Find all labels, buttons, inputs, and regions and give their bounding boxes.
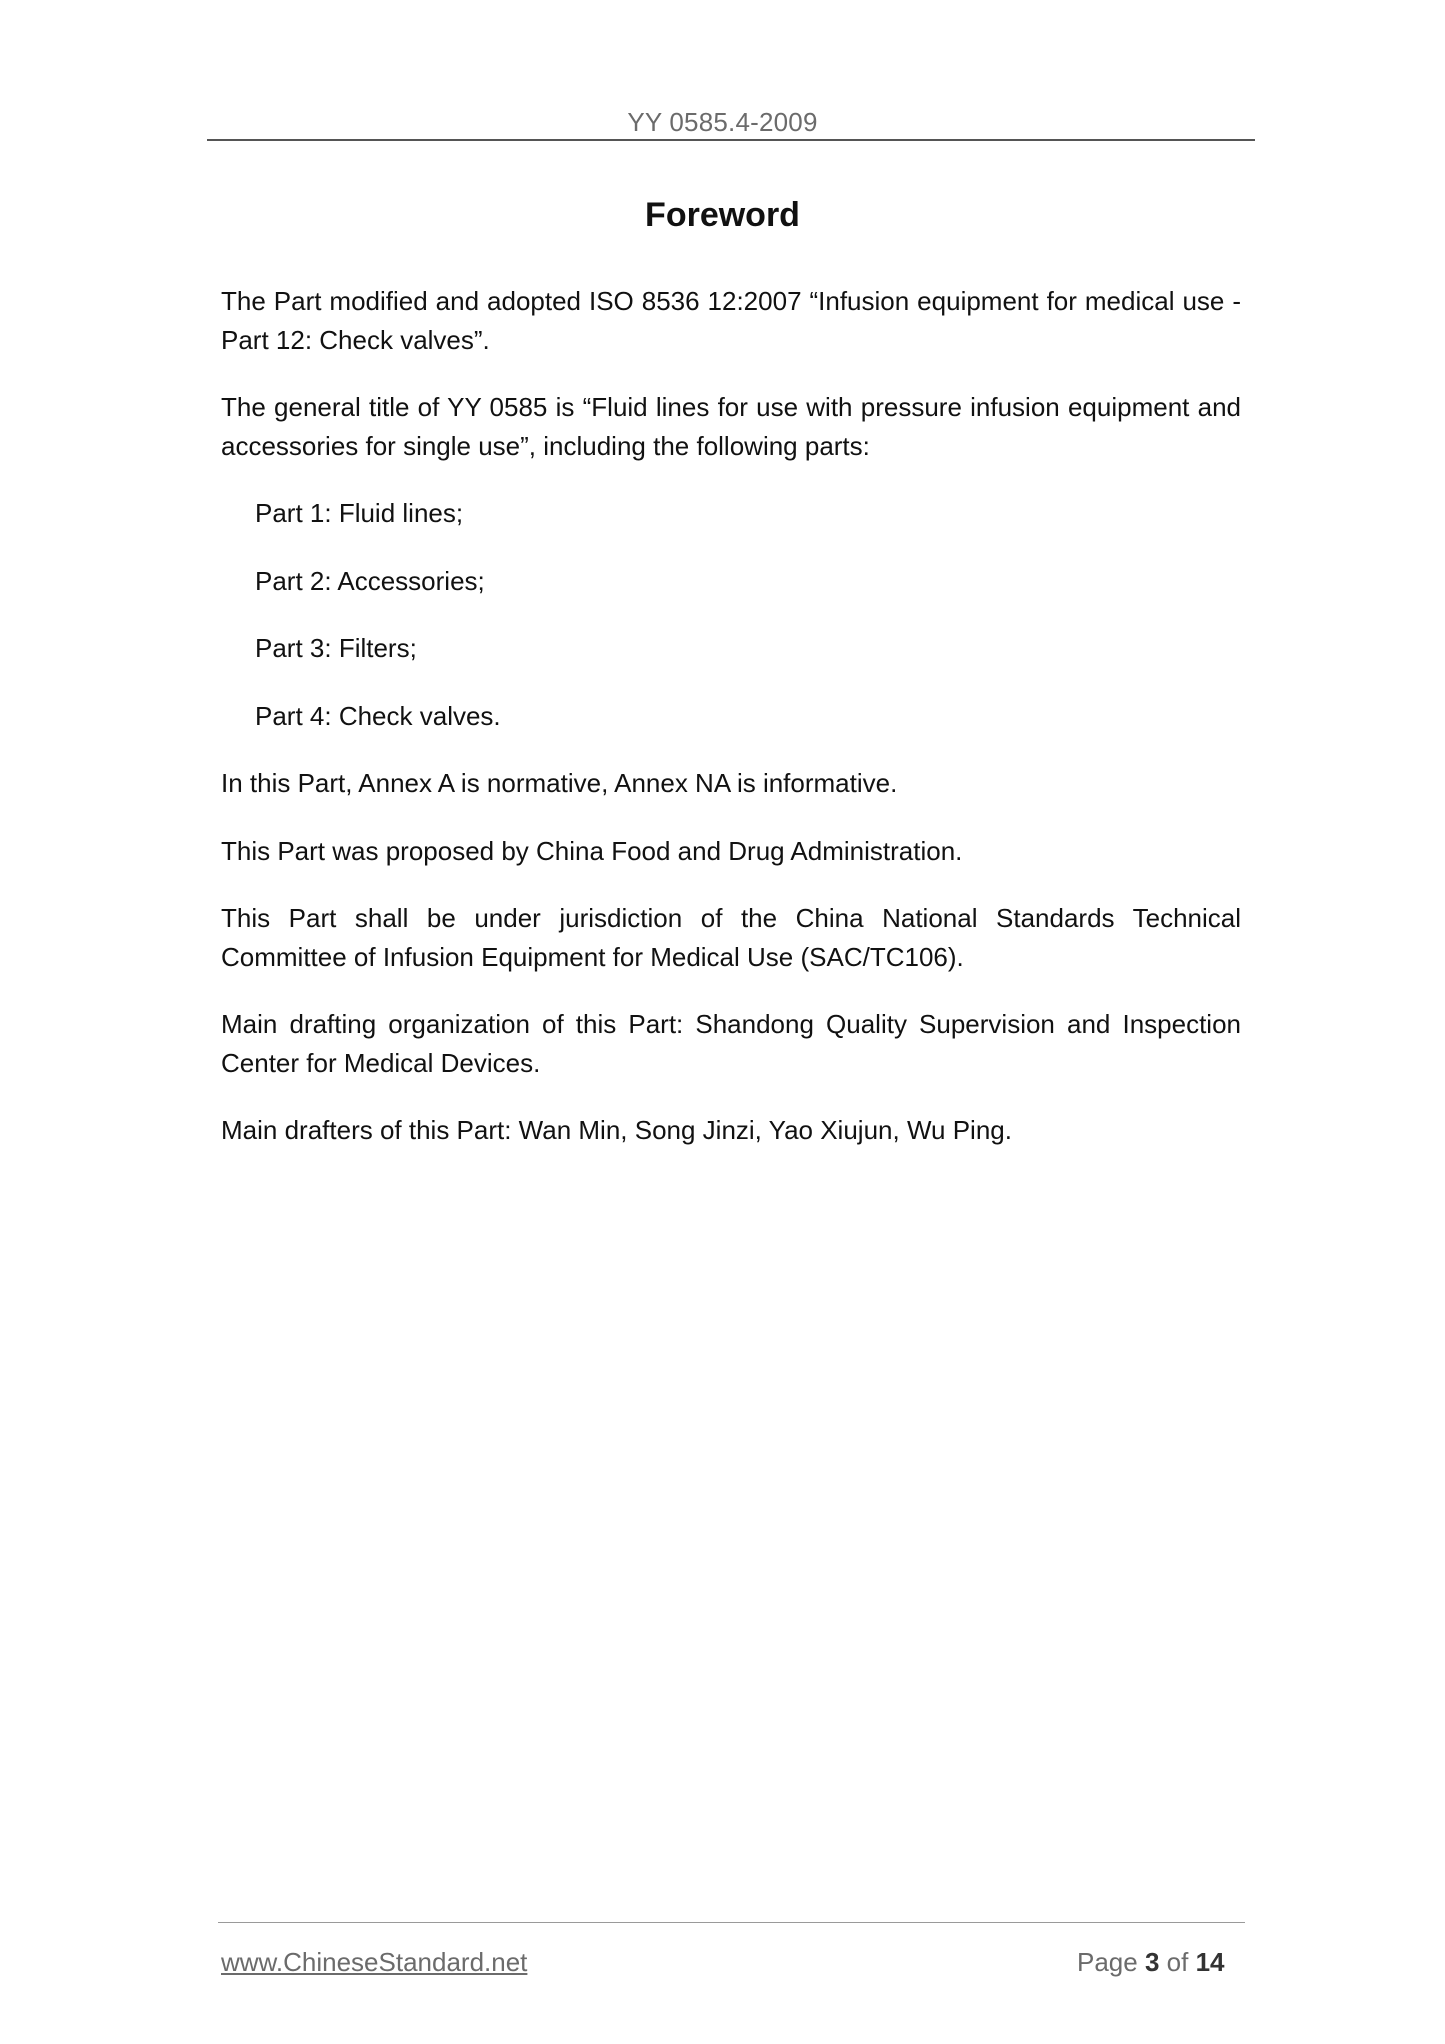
total-pages-number: 14 <box>1195 1947 1225 1977</box>
page-of-label: of <box>1166 1947 1189 1977</box>
footer-website-link[interactable]: www.ChineseStandard.net <box>221 1947 528 1977</box>
paragraph-drafters: Main drafters of this Part: Wan Min, Song Jinzi, Yao Xiujun, Wu Ping. <box>221 1115 1012 1145</box>
footer-divider <box>218 1922 1245 1923</box>
part-list-item: Part 2: Accessories; <box>255 565 485 596</box>
page-label: Page <box>1077 1947 1138 1977</box>
part-list-item: Part 4: Check valves. <box>255 700 501 731</box>
current-page-number: 3 <box>1144 1947 1160 1977</box>
part-list-item: Part 3: Filters; <box>255 633 417 663</box>
header-standard-code: YY 0585.4-2009 <box>627 107 818 137</box>
paragraph-jurisdiction: This Part shall be under jurisdiction of the China National Standards Technical Committee of Infusion Equipment for Medical Use (SAC/TC106). <box>221 903 1241 972</box>
foreword-body <box>221 282 1241 1179</box>
paragraph-general-title: The general title of YY 0585 is “Fluid lines for use with pressure infusion equipment and accessories for single use”, including the following parts: <box>221 392 1241 461</box>
paragraph-adoption: The Part modified and adopted ISO 8536 12:2007 “Infusion equipment for medical use - Part 12: Check valves”. <box>221 286 1241 355</box>
paragraph-proposed-by: This Part was proposed by China Food and Drug Administration. <box>221 835 963 866</box>
page-title: Foreword <box>645 196 800 234</box>
paragraph-annex: In this Part, Annex A is normative, Annex NA is informative. <box>221 768 898 798</box>
paragraph-drafting-organization: Main drafting organization of this Part: Shandong Quality Supervision and Inspection Center for Medical Devices. <box>221 1009 1241 1078</box>
header-divider <box>207 139 1255 141</box>
page-number <box>1077 1945 1225 1979</box>
part-list-item: Part 1: Fluid lines; <box>255 498 464 528</box>
